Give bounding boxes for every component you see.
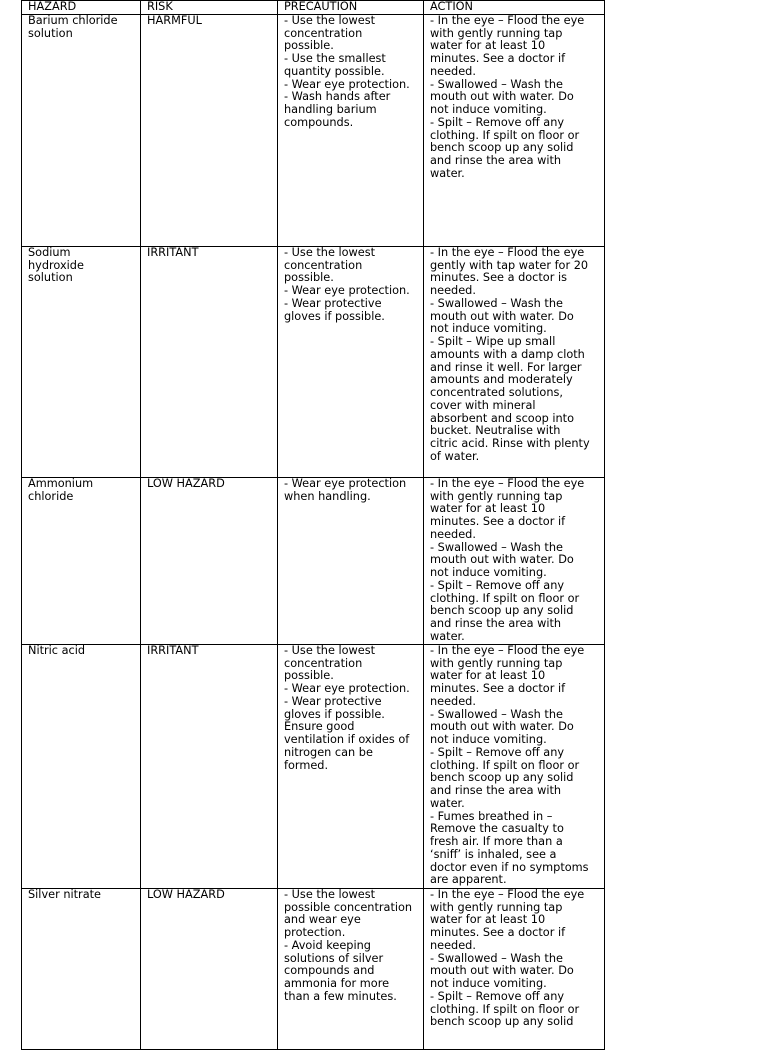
risk-cell: HARMFUL	[141, 14, 278, 246]
precaution-cell: - Wear eye protection when handling.	[278, 477, 424, 644]
hazard-cell: Nitric acid	[22, 644, 141, 888]
risk-cell: LOW HAZARD	[141, 477, 278, 644]
action-cell: - In the eye – Flood the eye with gently running tap water for at least 10 minutes. See a doctor if needed. - Swallowed – Wash the mouth out with water. Do not induce vomiting. - Spilt – Remove off any clothing. If spilt on floor or bench scoop up any solid	[424, 888, 605, 1049]
risk-cell: IRRITANT	[141, 246, 278, 477]
table-row	[22, 14, 605, 246]
hazard-cell: Silver nitrate	[22, 888, 141, 1049]
table-row	[22, 888, 605, 1049]
hazard-cell: Ammonium chloride	[22, 477, 141, 644]
table-body	[22, 14, 605, 1049]
precaution-cell: - Use the lowest concentration possible. - Wear eye protection. - Wear protective gloves if possible. Ensure good ventilation if oxides of nitrogen can be formed.	[278, 644, 424, 888]
precaution-cell: - Use the lowest concentration possible. - Wear eye protection. - Wear protective gloves if possible.	[278, 246, 424, 477]
risk-cell: LOW HAZARD	[141, 888, 278, 1049]
risk-cell: IRRITANT	[141, 644, 278, 888]
table-row	[22, 246, 605, 477]
action-cell: - In the eye – Flood the eye gently with tap water for 20 minutes. See a doctor is needed. - Swallowed – Wash the mouth out with water. Do not induce vomiting. - Spilt – Wipe up small amounts with a damp cloth and rinse it well. For larger amounts and moderately concentrated solutions, cover with mineral absorbent and scoop into bucket. Neutralise with citric acid. Rinse with plenty of water.	[424, 246, 605, 477]
hazard-cell: Sodium hydroxide solution	[22, 246, 141, 477]
action-cell: - In the eye – Flood the eye with gently running tap water for at least 10 minutes. See a doctor if needed. - Swallowed – Wash the mouth out with water. Do not induce vomiting. - Spilt – Remove off any clothing. If spilt on floor or bench scoop up any solid and rinse the area with water. - Fumes breathed in – Remove the casualty to fresh air. If more than a ‘sniff’ is inhaled, see a doctor even if no symptoms are apparent.	[424, 644, 605, 888]
precaution-cell: - Use the lowest possible concentration and wear eye protection. - Avoid keeping solutions of silver compounds and ammonia for more than a few minutes.	[278, 888, 424, 1049]
table-row	[22, 644, 605, 888]
header-action: ACTION	[424, 1, 605, 15]
hazard-table	[21, 0, 605, 1050]
header-risk: RISK	[141, 1, 278, 15]
header-hazard: HAZARD	[22, 1, 141, 15]
hazard-cell: Barium chloride solution	[22, 14, 141, 246]
table-row	[22, 477, 605, 644]
action-cell: - In the eye – Flood the eye with gently running tap water for at least 10 minutes. See a doctor if needed. - Swallowed – Wash the mouth out with water. Do not induce vomiting. - Spilt – Remove off any clothing. If spilt on floor or bench scoop up any solid and rinse the area with water.	[424, 14, 605, 246]
table-header	[22, 1, 605, 15]
action-cell: - In the eye – Flood the eye with gently running tap water for at least 10 minutes. See a doctor if needed. - Swallowed – Wash the mouth out with water. Do not induce vomiting. - Spilt – Remove off any clothing. If spilt on floor or bench scoop up any solid and rinse the area with water.	[424, 477, 605, 644]
header-precaution: PRECAUTION	[278, 1, 424, 15]
precaution-cell: - Use the lowest concentration possible. - Use the smallest quantity possible. - Wear eye protection. - Wash hands after handling barium compounds.	[278, 14, 424, 246]
header-row	[22, 1, 605, 15]
